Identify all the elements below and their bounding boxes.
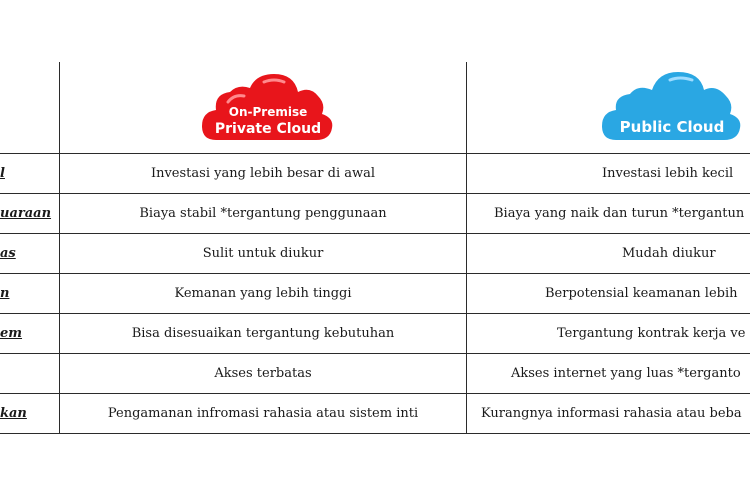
private-cell: Sulit untuk diukur xyxy=(202,245,324,261)
private-cloud-logo xyxy=(198,70,338,146)
public-cell: Investasi lebih kecil xyxy=(602,165,734,181)
public-cell: Berpotensial keamanan lebih xyxy=(545,285,738,301)
public-cell: Tergantung kontrak kerja ve xyxy=(557,325,746,341)
public-cell: Biaya yang naik dan turun *tergantun xyxy=(494,205,745,221)
private-cloud-line1: On-Premise xyxy=(228,105,308,119)
public-cell: Mudah diukur xyxy=(622,245,716,261)
private-cell: Akses terbatas xyxy=(214,365,312,381)
private-cell: Biaya stabil *tergantung penggunaan xyxy=(139,205,387,221)
row-label: l xyxy=(0,165,5,181)
column-divider-middle xyxy=(466,62,467,434)
private-cell: Kemanan yang lebih tinggi xyxy=(174,285,352,301)
row-label: n xyxy=(0,285,10,301)
private-cell: Pengamanan infromasi rahasia atau sistem inti xyxy=(107,405,419,421)
private-cloud-line2: Private Cloud xyxy=(214,121,322,137)
row-label: uaraan xyxy=(0,205,52,221)
private-cell: Bisa disesuaikan tergantung kebutuhan xyxy=(131,325,395,341)
public-cloud-label: Public Cloud xyxy=(619,118,725,136)
row-label: kan xyxy=(0,405,27,421)
row-label: as xyxy=(0,245,16,261)
public-cloud-logo xyxy=(600,68,744,144)
public-cell: Kurangnya informasi rahasia atau beba xyxy=(481,405,742,421)
row-divider xyxy=(0,433,750,434)
public-cell: Akses internet yang luas *terganto xyxy=(511,365,741,381)
row-label: em xyxy=(0,325,23,341)
row-label xyxy=(0,353,58,393)
private-cell: Investasi yang lebih besar di awal xyxy=(150,165,376,181)
